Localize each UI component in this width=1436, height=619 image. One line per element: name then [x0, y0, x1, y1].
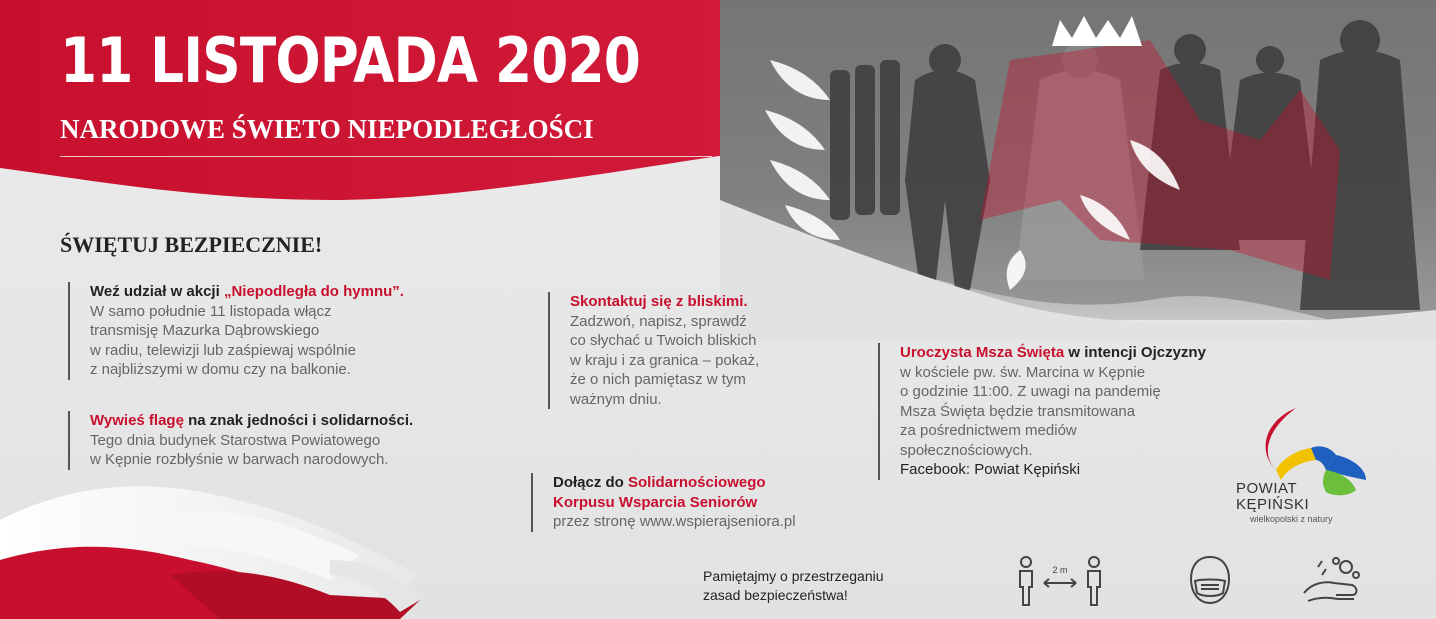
anthem-line: transmisję Mazurka Dąbrowskiego	[90, 322, 320, 339]
page-title: 11 LISTOPADA 2020	[60, 24, 641, 97]
mass-highlight: Uroczysta Msza Święta	[900, 344, 1065, 361]
mass-line: Msza Święta będzie transmitowana	[900, 402, 1136, 420]
reminder-line: Pamiętajmy o przestrzeganiu	[703, 568, 884, 584]
mass-line: w kościele pw. św. Marcina w Kępnie	[900, 363, 1146, 381]
mass-block	[878, 343, 1206, 480]
anthem-highlight: „Niepodległa do hymnu”.	[223, 283, 404, 300]
section-heading: ŚWIĘTUJ BEZPIECZNIE!	[60, 232, 323, 257]
contact-line: co słychać u Twoich bliskich	[570, 332, 757, 349]
hand-washing-icon	[1298, 553, 1364, 609]
distance-label: 2 m	[1052, 565, 1068, 575]
anthem-block	[68, 282, 404, 380]
anthem-line: z najbliższymi w domu czy na balkonie.	[90, 361, 351, 378]
mass-line: o godzinie 11:00. Z uwagi na pandemię	[900, 383, 1161, 400]
contact-block	[548, 292, 759, 409]
face-mask-icon	[1185, 553, 1235, 609]
logo-tagline: wielkopolski z natury	[1250, 514, 1333, 524]
reminder-line: zasad bezpieczeństwa!	[703, 587, 848, 603]
anthem-line: W samo południe 11 listopada włącz	[90, 302, 332, 320]
mass-lead: w intencji Ojczyzny	[1064, 344, 1206, 361]
contact-line: Zadzwoń, napisz, sprawdź	[570, 312, 747, 330]
seniors-highlight: Korpusu Wsparcia Seniorów	[553, 493, 758, 511]
flag-line: Tego dnia budynek Starostwa Powiatowego	[90, 431, 381, 449]
safety-reminder	[703, 567, 884, 605]
seniors-lead: Dołącz do	[553, 474, 629, 491]
seniors-highlight: Solidarnościowego	[628, 474, 766, 491]
title-divider	[60, 156, 712, 157]
social-distance-icon	[1012, 553, 1108, 609]
facebook-link[interactable]: Facebook: Powiat Kępiński	[900, 461, 1081, 478]
flag-lead: na znak jedności i solidarności.	[183, 412, 414, 429]
anthem-lead: Weź udział w akcji	[90, 283, 224, 300]
logo-line1: POWIAT	[1236, 480, 1298, 497]
flag-highlight: Wywieś flagę	[90, 412, 184, 429]
anthem-line: w radiu, telewizji lub zaśpiewaj wspólnie	[90, 341, 356, 359]
mass-line: za pośrednictwem mediów	[900, 422, 1077, 439]
contact-highlight: Skontaktuj się z bliskimi.	[570, 293, 748, 310]
contact-line: że o nich pamiętasz w tym	[570, 371, 746, 388]
contact-line: w kraju i za granica – pokaż,	[570, 351, 760, 369]
page-subtitle: NARODOWE ŚWIETO NIEPODLEGŁOŚCI	[60, 114, 594, 144]
contact-line: ważnym dniu.	[570, 390, 662, 408]
seniors-website-link[interactable]: przez stronę www.wspierajseniora.pl	[553, 513, 796, 530]
seniors-block	[531, 473, 796, 532]
historic-photo	[720, 0, 1436, 340]
mass-line: społecznościowych.	[900, 441, 1033, 459]
flag-line: w Kępnie rozbłyśnie w barwach narodowych.	[90, 451, 389, 468]
logo-line2: KĘPIŃSKI	[1236, 496, 1310, 513]
flag-block	[68, 411, 413, 470]
